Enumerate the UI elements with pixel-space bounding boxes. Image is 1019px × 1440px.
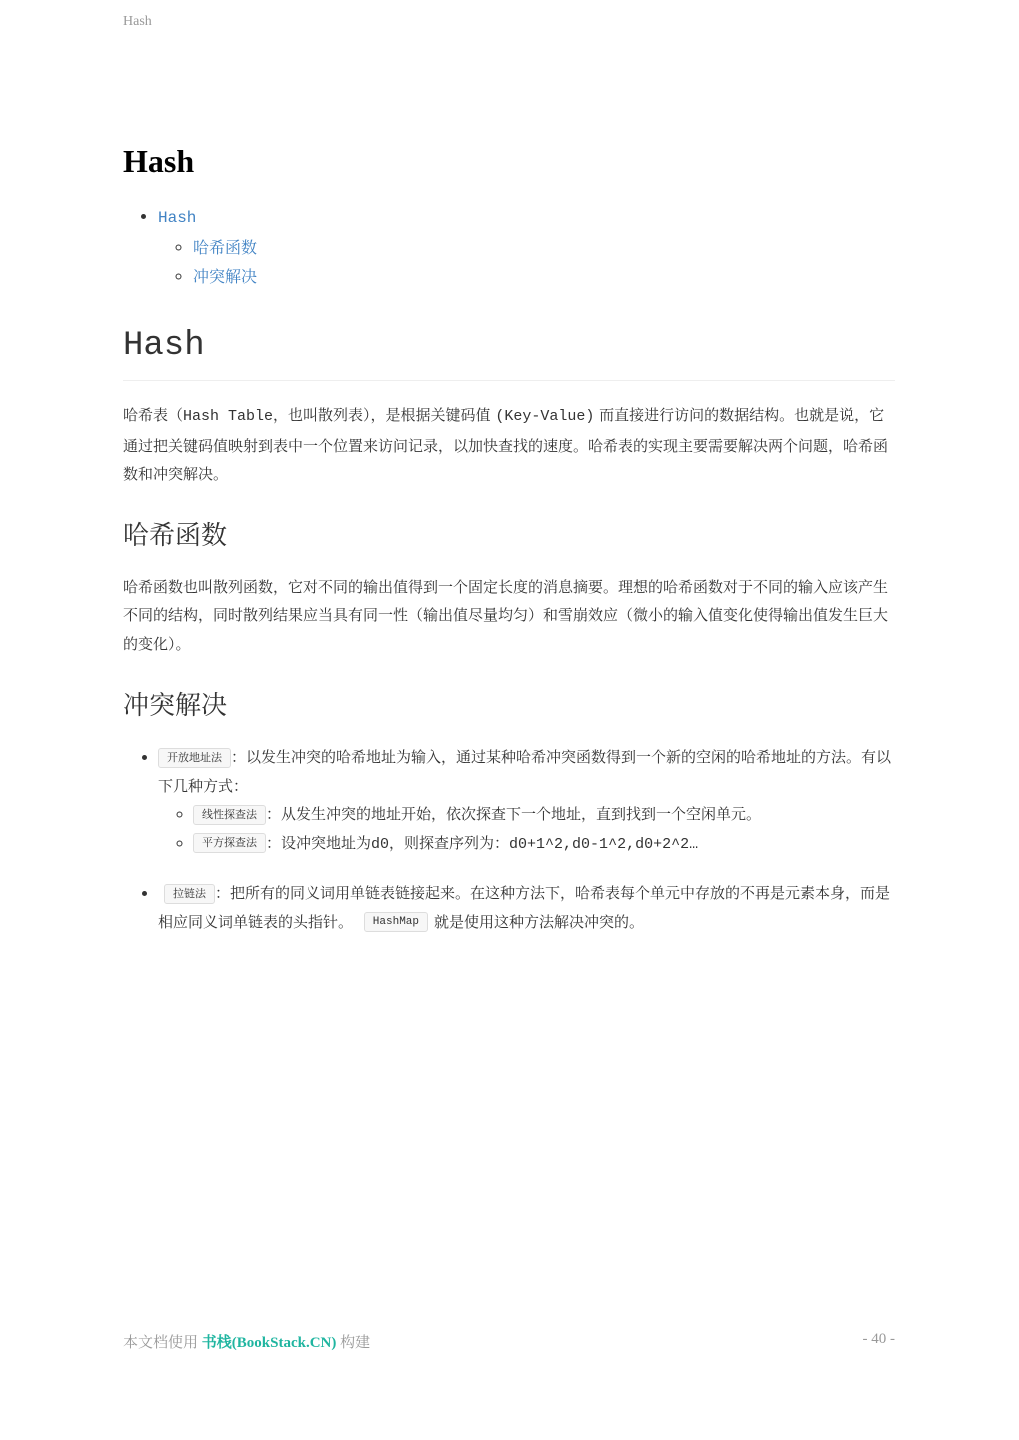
footer-suffix: 构建 [340,1335,371,1351]
toc-link-hash-function[interactable]: 哈希函数 [193,238,258,257]
list-item-text: ：设冲突地址为 [266,833,372,852]
list-item-code: d0+1^2,d0-1^2,d0+2^2… [509,835,699,853]
page-footer [123,1331,895,1352]
toc-item [193,233,895,262]
list-item-text: 就是使用这种方法解决冲突的。 [434,912,645,931]
intro-text: 而直接进行访问的数据结构。也就是说，它通过把关键码值映射到表中一个位置来访问记录，以加快查找的速度。哈希表的实现主要需要解决两个问题，哈希函数和冲突解决。 [123,406,889,483]
list-item-open-addressing [158,743,895,859]
intro-text: 哈希表（ [123,406,184,424]
inline-code-tag: 线性探查法 [193,805,266,825]
page-number: - 40 - [862,1331,895,1347]
intro-code: Hash Table [183,408,274,425]
inline-code-tag: 开放地址法 [158,748,231,768]
hash-function-heading: 哈希函数 [123,520,228,551]
inline-code-tag: 平方探查法 [193,833,266,853]
page-title: Hash [123,143,195,179]
toc-link-hash[interactable]: Hash [158,209,197,227]
toc-item [158,202,895,291]
inline-code-tag: 拉链法 [164,884,215,904]
hash-function-paragraph: 哈希函数也叫散列函数，它对不同的输出值得到一个固定长度的消息摘要。理想的哈希函数对于不同的输入应该产生不同的结构，同时散列结果应当具有同一性（输出值尽量均匀）和雪崩效应（微小的输入值变化使得输出值发生巨大的变化）。 [123,577,889,653]
list-item-code: d0 [371,835,390,853]
collision-heading: 冲突解决 [123,691,228,721]
section-heading-hash: Hash [123,326,895,381]
footer-prefix: 本文档使用 [123,1335,199,1351]
list-item-text: ：从发生冲突的地址开始，依次探查下一个地址，直到找到一个空闲单元。 [266,805,762,823]
intro-text: ，也叫散列表），是根据关键码值 [273,406,496,424]
collision-methods-list [123,743,895,936]
list-item-quadratic-probing [193,829,895,860]
list-item-text: ，则探查序列为： [389,833,510,852]
list-item-linear-probing [193,800,895,829]
table-of-contents [123,202,895,291]
list-item-text: ：把所有的同义词用单链表链接起来。在这种方法下，哈希表每个单元中存放的不再是元素本身，而是相应同义词单链表的头指针。 [158,884,891,931]
toc-link-collision[interactable]: 冲突解决 [193,267,258,286]
list-item-chaining [158,879,895,936]
inline-code-hashmap: HashMap [364,912,428,932]
intro-code: (Key-Value) [495,408,595,425]
intro-paragraph [123,401,895,489]
list-item-text: ：以发生冲突的哈希地址为输入，通过某种哈希冲突函数得到一个新的空闲的哈希地址的方法。有以下几种方式： [158,748,892,795]
toc-item [193,262,895,291]
running-header: Hash [123,14,152,29]
bookstack-link[interactable]: 书栈(BookStack.CN) [201,1335,337,1351]
document-content [123,140,895,936]
